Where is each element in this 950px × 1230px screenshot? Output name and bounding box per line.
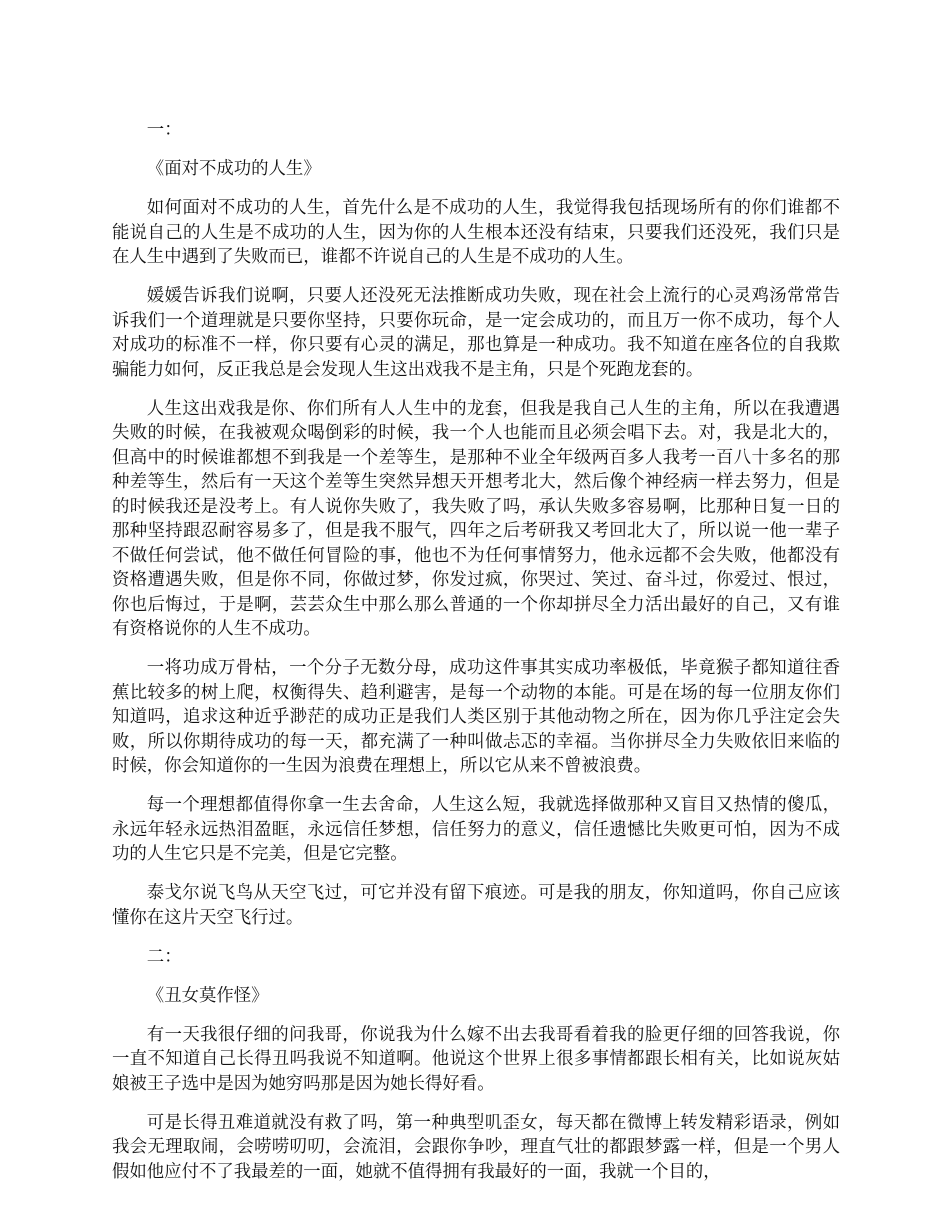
document-page <box>112 118 840 1199</box>
paragraph: 一将功成万骨枯，一个分子无数分母，成功这件事其实成功率极低，毕竟猴子都知道往香蕉比较多的树上爬，权衡得失、趋利避害，是每一个动物的本能。可是在场的每一位朋友你们知道吗，追求这种近乎渺茫的成功正是我们人类区别于其他动物之所在，因为你几乎注定会失败，所以你期待成功的每一天，都充满了一种叫做忐忑的幸福。当你拼尽全力失败依旧来临的时候，你会知道你的一生因为浪费在理想上，所以它从来不曾被浪费。 <box>112 658 840 776</box>
section-one-label: 一： <box>146 120 182 140</box>
section-two-label: 二： <box>146 946 182 967</box>
paragraph: 有一天我很仔细的问我哥，你说我为什么嫁不出去我哥看着我的脸更仔细的回答我说，你一直不知道自己长得丑吗我说不知道啊。他说这个世界上很多事情都跟长相有关，比如说灰姑娘被王子选中是因为她穷吗那是因为她长得好看。 <box>112 1024 840 1094</box>
paragraph: 如何面对不成功的人生，首先什么是不成功的人生，我觉得我包括现场所有的你们谁都不能说自己的人生是不成功的人生，因为你的人生根本还没有结束，只要我们还没死，我们只是在人生中遇到了失败而已，谁都不许说自己的人生是不成功的人生。 <box>112 198 840 267</box>
paragraph: 每一个理想都值得你拿一生去舍命，人生这么短，我就选择做那种又盲目又热情的傻瓜，永远年轻永远热泪盈眶，永远信任梦想，信任努力的意义，信任遗憾比失败更可怕，因为不成功的人生它只是不完美，但是它完整。 <box>112 795 840 864</box>
paragraph: 媛媛告诉我们说啊，只要人还没死无法推断成功失败，现在社会上流行的心灵鸡汤常常告诉我们一个道理就是只要你坚持，只要你玩命，是一定会成功的，而且万一你不成功，每个人对成功的标准不一样，你只要有心灵的满足，那也算是一种成功。我不知道在座各位的自我欺骗能力如何，反正我总是会发现人生这出戏我不是主角，只是个死跑龙套的。 <box>112 286 840 380</box>
paragraph: 可是长得丑难道就没有救了吗，第一种典型叽歪女，每天都在微博上转发精彩语录，例如我会无理取闹，会唠唠叨叨，会流泪，会跟你争吵，理直气壮的都跟梦露一样，但是一个男人假如他应付不了我最差的一面，她就不值得拥有我最好的一面，我就一个目的， <box>112 1112 840 1182</box>
paragraph: 泰戈尔说飞鸟从天空飞过，可它并没有留下痕迹。可是我的朋友，你知道吗，你自己应该懂你在这片天空飞行过。 <box>112 883 840 928</box>
section-two-title: 《丑女莫作怪》 <box>146 985 269 1006</box>
paragraph: 人生这出戏我是你、你们所有人人生中的龙套，但我是我自己人生的主角，所以在我遭遇失败的时候，在我被观众喝倒彩的时候，我一个人也能而且必须会唱下去。对，我是北大的，但高中的时候谁都想不到我是一个差等生，是那种不业全年级两百多人我考一百八十多名的那种差等生，然后有一天这个差等生突然异想天开想考北大，然后像个神经病一样去努力，但是的时候我还是没考上。有人说你失败了，我失败了吗，承认失败多容易啊，比那种日复一日的那种坚持跟忍耐容易多了，但是我不服气，四年之后考研我又考回北大了，所以说一他一辈子不做任何尝试，他不做任何冒险的事，他也不为任何事情努力，他永远都不会失败，他都没有资格遭遇失败，但是你不同，你做过梦，你发过疯，你哭过、笑过、奋斗过，你爱过、恨过，你也后悔过，于是啊，芸芸众生中那么那么普通的一个你却拼尽全力活出最好的自己，又有谁有资格说你的人生不成功。 <box>112 398 840 639</box>
section-one-title: 《面对不成功的人生》 <box>146 159 321 179</box>
